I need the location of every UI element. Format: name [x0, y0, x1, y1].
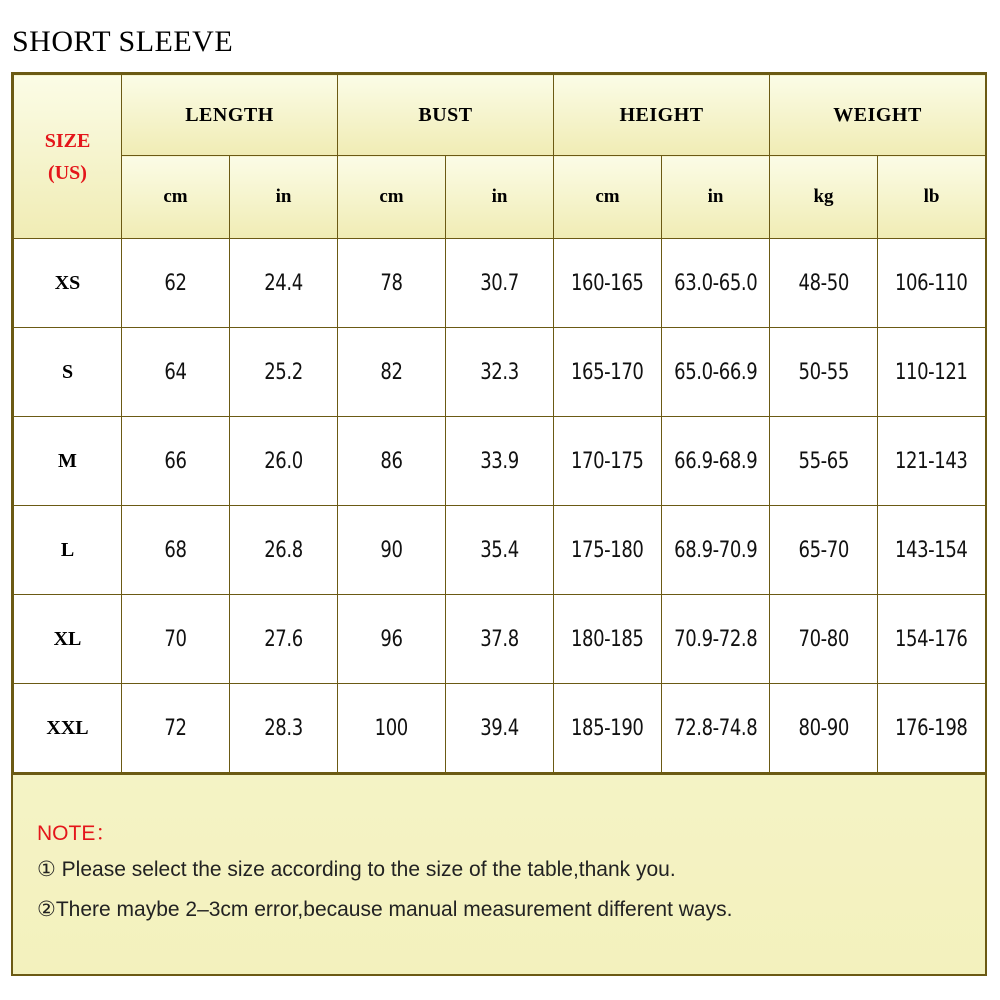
header-weight: WEIGHT: [770, 75, 986, 156]
table-cell: [878, 328, 986, 417]
table-cell: [122, 239, 230, 328]
cell-value: 72.8-74.8: [673, 715, 758, 741]
table-cell: [878, 239, 986, 328]
table-cell: [338, 417, 446, 506]
table-row: [14, 595, 986, 684]
header-bust: BUST: [338, 75, 554, 156]
cell-value: 26.8: [264, 537, 303, 563]
table-row: [14, 239, 986, 328]
cell-value: 86: [380, 448, 403, 474]
header-unit-row: [14, 156, 986, 239]
cell-value: 80-90: [798, 715, 849, 741]
table-cell: [338, 684, 446, 773]
cell-value: 48-50: [798, 270, 849, 296]
note-line-2: ②There maybe 2–3cm error,because manual measurement different ways.: [37, 898, 733, 921]
cell-value: 30.7: [480, 270, 519, 296]
note-line-1: ① Please select the size according to the size of the table,thank you.: [37, 858, 676, 881]
table-cell: [230, 595, 338, 684]
unit-header: lb: [878, 156, 986, 239]
unit-header: cm: [122, 156, 230, 239]
table-cell: [446, 417, 554, 506]
size-cell: S: [14, 328, 122, 417]
table-cell: [662, 595, 770, 684]
notes-panel: [13, 773, 985, 976]
cell-value: 63.0-65.0: [673, 270, 758, 296]
size-chart-table: [13, 74, 986, 773]
cell-value: 25.2: [264, 359, 303, 385]
size-chart-frame: [11, 72, 987, 976]
cell-value: 160-165: [571, 270, 644, 296]
table-cell: [338, 239, 446, 328]
cell-value: 33.9: [480, 448, 519, 474]
table-cell: [554, 328, 662, 417]
cell-value: 170-175: [571, 448, 644, 474]
unit-header: kg: [770, 156, 878, 239]
size-header-line2: (US): [48, 161, 87, 184]
table-cell: [878, 506, 986, 595]
header-group-row: [14, 75, 986, 156]
cell-value: 70.9-72.8: [673, 626, 758, 652]
cell-value: 121-143: [895, 448, 968, 474]
cell-value: 110-121: [895, 359, 968, 385]
cell-value: 37.8: [480, 626, 519, 652]
table-cell: [338, 595, 446, 684]
cell-value: 185-190: [571, 715, 644, 741]
table-cell: [770, 328, 878, 417]
unit-header: in: [446, 156, 554, 239]
cell-value: 39.4: [480, 715, 519, 741]
unit-header: in: [662, 156, 770, 239]
cell-value: 62: [164, 270, 187, 296]
table-cell: [230, 239, 338, 328]
cell-value: 78: [380, 270, 403, 296]
cell-value: 26.0: [264, 448, 303, 474]
table-cell: [770, 595, 878, 684]
table-cell: [446, 684, 554, 773]
note-title: NOTE：: [37, 822, 117, 845]
cell-value: 32.3: [480, 359, 519, 385]
table-cell: [554, 239, 662, 328]
table-row: [14, 506, 986, 595]
table-row: [14, 328, 986, 417]
cell-value: 66: [164, 448, 187, 474]
table-cell: [878, 417, 986, 506]
cell-value: 70-80: [798, 626, 849, 652]
cell-value: 90: [380, 537, 403, 563]
table-row: [14, 417, 986, 506]
cell-value: 82: [380, 359, 403, 385]
table-cell: [230, 684, 338, 773]
cell-value: 28.3: [264, 715, 303, 741]
cell-value: 24.4: [264, 270, 303, 296]
unit-header: in: [230, 156, 338, 239]
table-cell: [662, 417, 770, 506]
size-cell: XXL: [14, 684, 122, 773]
cell-value: 175-180: [571, 537, 644, 563]
table-cell: [446, 239, 554, 328]
cell-value: 27.6: [264, 626, 303, 652]
unit-header: cm: [338, 156, 446, 239]
table-cell: [122, 328, 230, 417]
table-cell: [770, 684, 878, 773]
cell-value: 180-185: [571, 626, 644, 652]
cell-value: 68.9-70.9: [673, 537, 758, 563]
table-cell: [446, 328, 554, 417]
size-cell: XS: [14, 239, 122, 328]
cell-value: 70: [164, 626, 187, 652]
table-cell: [230, 328, 338, 417]
header-height: HEIGHT: [554, 75, 770, 156]
table-cell: [554, 417, 662, 506]
table-cell: [122, 595, 230, 684]
cell-value: 176-198: [895, 715, 968, 741]
cell-value: 65.0-66.9: [673, 359, 758, 385]
table-cell: [122, 684, 230, 773]
cell-value: 72: [164, 715, 187, 741]
table-cell: [662, 328, 770, 417]
cell-value: 154-176: [895, 626, 968, 652]
cell-value: 100: [374, 715, 409, 741]
table-cell: [770, 417, 878, 506]
table-cell: [878, 684, 986, 773]
table-cell: [338, 328, 446, 417]
table-cell: [338, 506, 446, 595]
table-cell: [122, 506, 230, 595]
table-cell: [446, 506, 554, 595]
table-cell: [230, 417, 338, 506]
table-cell: [230, 506, 338, 595]
table-cell: [554, 506, 662, 595]
cell-value: 50-55: [798, 359, 849, 385]
cell-value: 66.9-68.9: [673, 448, 758, 474]
page-title: SHORT SLEEVE: [12, 25, 234, 58]
table-cell: [554, 684, 662, 773]
table-row: [14, 684, 986, 773]
table-cell: [554, 595, 662, 684]
table-cell: [770, 506, 878, 595]
table-cell: [446, 595, 554, 684]
size-header-line1: SIZE: [44, 129, 91, 152]
cell-value: 55-65: [798, 448, 849, 474]
unit-header: cm: [554, 156, 662, 239]
table-cell: [662, 684, 770, 773]
size-header: [14, 75, 122, 239]
cell-value: 35.4: [480, 537, 519, 563]
cell-value: 64: [164, 359, 187, 385]
cell-value: 143-154: [895, 537, 968, 563]
table-cell: [122, 417, 230, 506]
cell-value: 68: [164, 537, 187, 563]
table-cell: [662, 506, 770, 595]
cell-value: 65-70: [798, 537, 849, 563]
cell-value: 96: [380, 626, 403, 652]
size-cell: M: [14, 417, 122, 506]
size-cell: L: [14, 506, 122, 595]
header-length: LENGTH: [122, 75, 338, 156]
cell-value: 165-170: [571, 359, 644, 385]
size-cell: XL: [14, 595, 122, 684]
table-cell: [878, 595, 986, 684]
cell-value: 106-110: [895, 270, 968, 296]
table-cell: [662, 239, 770, 328]
table-cell: [770, 239, 878, 328]
